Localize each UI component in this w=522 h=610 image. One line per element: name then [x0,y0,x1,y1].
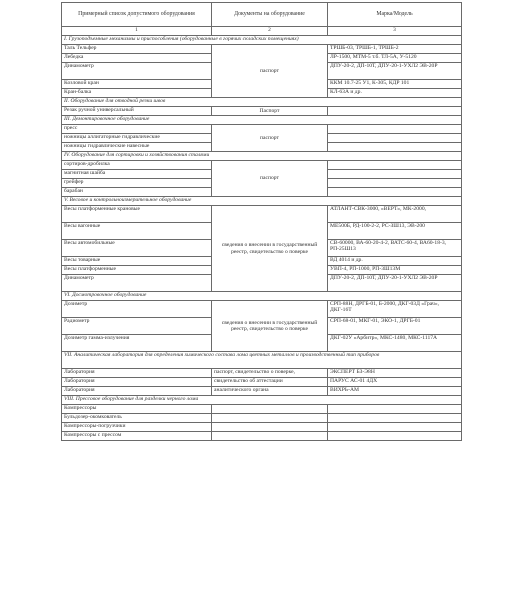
section-heading: III. Демонтировочное оборудование [62,116,462,125]
equipment-name: барабан [62,188,212,197]
model-cell [328,161,462,170]
equipment-name: Радиометр [62,318,212,335]
header-model: Марка/Модель [328,3,462,27]
table-row [62,301,462,318]
section-heading: II. Оборудование для отводной резки швов [62,98,462,107]
equipment-name: Лаборатория [62,378,212,387]
model-cell: МЕ500Б, РД-100-2-2, РС-ЗШ13, ЭВ-200 [328,223,462,240]
model-cell [328,423,462,432]
table-row [62,423,462,432]
model-cell: ВИХРЬ-АМ [328,387,462,396]
model-cell: ЭКСПЕРТ БЗ-Э8Н [328,369,462,378]
document-cell [212,405,328,414]
table-row [62,369,462,378]
model-cell [328,170,462,179]
col-number: 2 [212,27,328,36]
model-cell: УВП-4, РП-1000, РП-3Ш13М [328,266,462,275]
section-heading: VII. Аналитическая лаборатория для определения химического состава лома цветных металлов и производственный тип приборов [62,352,462,369]
table-row [62,414,462,423]
equipment-table [61,2,462,441]
model-cell [328,143,462,152]
document-cell: паспорт [212,125,328,152]
document-cell: аналитического органа [212,387,328,396]
equipment-name: Лаборатория [62,369,212,378]
section-heading: V. Весовое и контрольноизмерительное оборудование [62,197,462,206]
section-heading: VIII. Прессовое оборудование для разделки черного лома [62,396,462,405]
model-cell [328,432,462,441]
table-row [62,125,462,134]
equipment-name: магнитная шайба [62,170,212,179]
equipment-name: Весы платформенные крановые [62,206,212,223]
model-cell: ККМ 10.7-25 У1, К-305, КДР 101 [328,80,462,89]
header-equipment: Примерный список допустимого оборудования [62,3,212,27]
section-heading: IV. Оборудование для сортировки и хозяйствования сталями [62,152,462,161]
table-row [62,387,462,396]
table-row [62,378,462,387]
document-cell: паспорт, свидетельство о поверке, [212,369,328,378]
equipment-name: Компрессоры с прессом [62,432,212,441]
equipment-name: сортиров-дробилка [62,161,212,170]
model-cell: ПАРУС АС-01 4ДХ [328,378,462,387]
document-page [61,2,461,441]
document-cell: паспорт [212,45,328,98]
model-cell: СВ-60000, ВА-60-20-4-2, ВАТС-60-4, ВА60-18-3, РП-25Ш13 [328,240,462,257]
table-row [62,107,462,116]
col-number: 3 [328,27,462,36]
table-row [62,45,462,54]
table-row [62,405,462,414]
document-cell: Паспорт [212,107,328,116]
model-cell: ДКГ-02У «Арбитр», МКС-1480, МКС-1117А [328,335,462,352]
equipment-name: Кран-балка [62,89,212,98]
document-cell: сведения о внесении в государственный реестр, свидетельство о поверке [212,301,328,352]
model-cell: КЛ-63А и др. [328,89,462,98]
model-cell [328,125,462,134]
model-cell [328,107,462,116]
model-cell [328,134,462,143]
model-cell [328,414,462,423]
model-cell: ДПУ-20-2, ДП-10Т, ДПУ-20-1-УХЛ2 ЭВ-20Р [328,63,462,80]
model-cell [328,405,462,414]
table-row [62,432,462,441]
equipment-name: Дозиметр гамма-излучения [62,335,212,352]
document-cell [212,414,328,423]
document-cell: сведения о внесении в государственный реестр, свидетельство о поверке [212,206,328,292]
equipment-name: Динамометр [62,63,212,80]
model-cell: СРП-88Н, ДРГБ-01, Б-2000, ДКГ-03Д «Грач», ДКГ-16Т [328,301,462,318]
col-number: 1 [62,27,212,36]
model-cell [328,188,462,197]
model-cell: ДПУ-20-2, ДП-10Т, ДПУ-20-1-УХЛ2 ЭВ-20Р [328,275,462,292]
document-cell: свидетельство об аттестации [212,378,328,387]
equipment-name: Весы товарные [62,257,212,266]
equipment-name: Резак ручной универсальный [62,107,212,116]
table-row [62,206,462,223]
table-row [62,161,462,170]
document-cell: паспорт [212,161,328,197]
equipment-name: Лебедка [62,54,212,63]
model-cell: СРП-68-01, МКГ-01, ЭКО-1, ДРГБ-01 [328,318,462,335]
equipment-name: Козловой кран [62,80,212,89]
equipment-name: Лаборатория [62,387,212,396]
table-header-row [62,3,462,27]
equipment-name: Дозиметр [62,301,212,318]
document-cell [212,432,328,441]
equipment-name: грейфер [62,179,212,188]
equipment-name: Компрессоры [62,405,212,414]
equipment-name: Компрессоры-погрузчики [62,423,212,432]
model-cell: АТЛАНТ-СВК-3000, «ВЕРТ», МК-2000, [328,206,462,223]
section-heading: I. Грузоподъемные механизмы и приспособления (оборудованные в горячих складских помещениях) [62,36,462,45]
model-cell: ВД 4014 и др. [328,257,462,266]
equipment-name: ножницы гидравлические навесные [62,143,212,152]
equipment-name: Весы автомобильные [62,240,212,257]
section-heading: VI. Досмотровочное оборудование [62,292,462,301]
equipment-name: Бульдозер-окомкователь [62,414,212,423]
model-cell: ЛР-1500, МТМ-5 т.б. ТЛ-5А, У-5120 [328,54,462,63]
model-cell: ТРШБ-03, ТРШБ-1, ТРШБ-2 [328,45,462,54]
equipment-name: Весы вагонные [62,223,212,240]
equipment-name: Таль Тельфер [62,45,212,54]
column-number-row [62,27,462,36]
equipment-name: Весы платформенные [62,266,212,275]
header-documents: Документы на оборудование [212,3,328,27]
equipment-name: ножницы аллигаторные гидравлические [62,134,212,143]
document-cell [212,423,328,432]
equipment-name: пресс [62,125,212,134]
equipment-name: Динамометр [62,275,212,292]
model-cell [328,179,462,188]
